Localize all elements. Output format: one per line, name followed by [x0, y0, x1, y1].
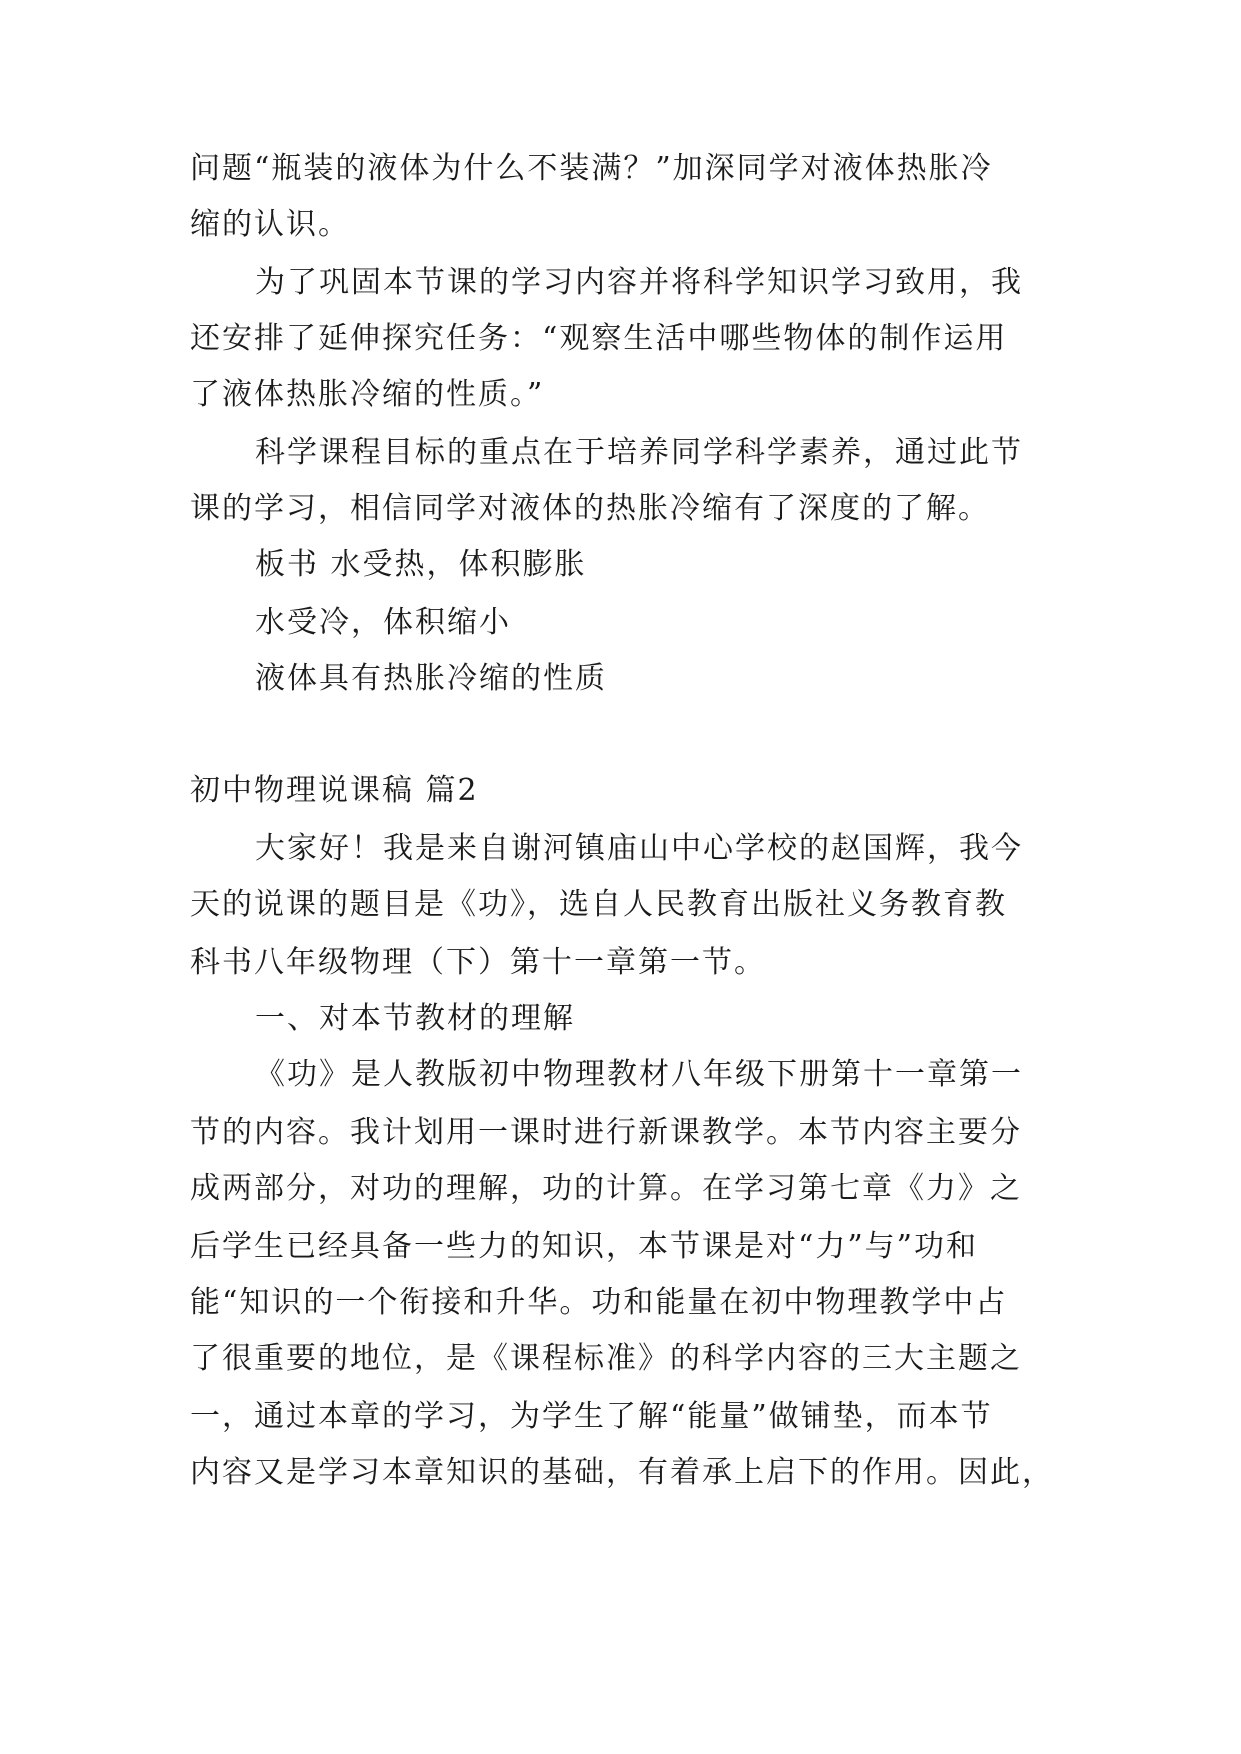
- text-line: 课的学习，相信同学对液体的热胀冷缩有了深度的了解。: [190, 491, 990, 526]
- text-line: 节的内容。我计划用一课时进行新课教学。本节内容主要分: [190, 1115, 1022, 1150]
- text-line: 还安排了延伸探究任务：“观察生活中哪些物体的制作运用: [190, 321, 1008, 356]
- text-line: 成两部分，对功的理解，功的计算。在学习第七章《力》之: [190, 1171, 1022, 1206]
- text-line: 能“知识的一个衔接和升华。功和能量在初中物理教学中占: [190, 1285, 1008, 1320]
- subheading: 一、对本节教材的理解: [255, 1001, 575, 1036]
- text-line: 科学课程目标的重点在于培养同学科学素养，通过此节: [255, 435, 1023, 470]
- text-line: 为了巩固本节课的学习内容并将科学知识学习致用，我: [255, 265, 1023, 300]
- text-line: 大家好！我是来自谢河镇庙山中心学校的赵国辉，我今: [255, 831, 1023, 866]
- text-line: 问题“瓶装的液体为什么不装满？”加深同学对液体热胀冷: [190, 151, 993, 186]
- text-line: 液体具有热胀冷缩的性质: [255, 661, 607, 696]
- text-line: 《功》是人教版初中物理教材八年级下册第十一章第一: [255, 1057, 1023, 1092]
- text-line: 一，通过本章的学习，为学生了解“能量”做铺垫，而本节: [190, 1399, 993, 1434]
- text-line: 板书 水受热，体积膨胀: [255, 547, 587, 582]
- text-line: 天的说课的题目是《功》，选自人民教育出版社义务教育教: [190, 887, 1007, 922]
- text-line: 了很重要的地位，是《课程标准》的科学内容的三大主题之: [190, 1341, 1022, 1376]
- text-line: 科书八年级物理（下）第十一章第一节。: [190, 945, 766, 980]
- text-line: 水受冷，体积缩小: [255, 605, 511, 640]
- text-line: 缩的认识。: [190, 207, 350, 242]
- text-line: 后学生已经具备一些力的知识，本节课是对“力”与”功和: [190, 1229, 979, 1264]
- text-line: 了液体热胀冷缩的性质。”: [190, 377, 545, 412]
- text-line: 内容又是学习本章知识的基础，有着承上启下的作用。因此，: [190, 1455, 1054, 1490]
- section-heading: 初中物理说课稿 篇2: [190, 773, 479, 808]
